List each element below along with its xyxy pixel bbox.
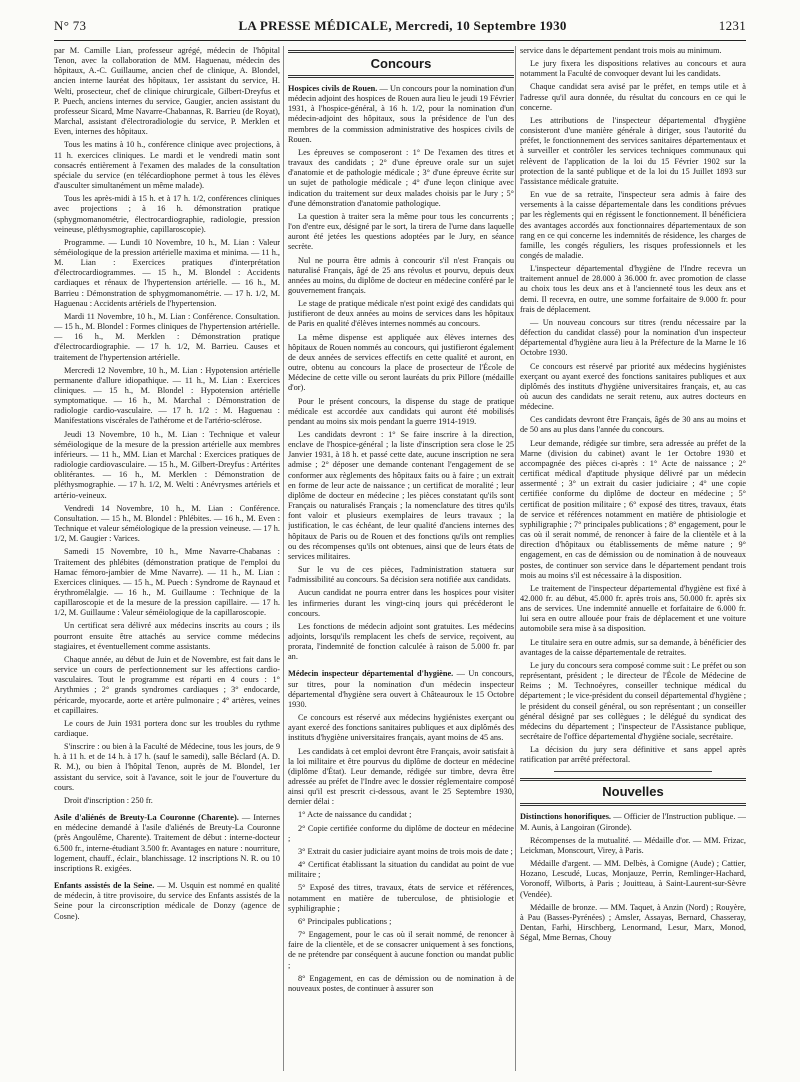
paragraph: Mercredi 12 Novembre, 10 h., M. Lian : Hypotension artérielle permanente d'allure idiopathique. — 11 h., M. Lian : Exercices cliniques. — 15 h., M. Blondel : Hypotension artérielle symptomatique. — 16 h., M. Marchal : Démonstration de radiologie cardio-vasculaire. — 17 h. 1/2 : M. Haguenau : Manifestations viscérales de l'athérome et de l'artério-sclérose. [54,365,280,426]
paragraph: La même dispense est appliquée aux élèves internes des hôpitaux de Rouen nommés au concours, qui justifieront également de deux années de services effectifs en cette qualité et auront, en outre, obtenu au concours la place de prosecteur de l'École de Médecine de cette ville ou seront lauréats du prix Pillore (médaille d'or). [288,332,514,393]
column-3 [520,46,746,1071]
paragraph: Les candidats à cet emploi devront être Français, avoir satisfait à la loi militaire et être pourvus du diplôme de docteur en médecine (diplôme d'État). Leur demande, rédigée sur timbre, devra être adressée au préfet de l'Indre avec le dossier réglementaire composé ainsi qu'il est prescrit ci-dessous, avant le 25 Septembre 1930, dernier délai : [288,746,514,807]
paragraph: Chaque candidat sera avisé par le préfet, en temps utile et à l'adresse qu'il aura donnée, du résultat du concours en ce qui le concerne. [520,82,746,112]
paragraph: Les candidats devront : 1° Se faire inscrire à la direction, enclave de l'hospice-général ; la liste d'inscription sera close le 25 Janvier 1931, à 18 h. et passé cette date, aucune inscription ne sera admise ; 2° déposer une demande contenant l'engagement de se conformer aux règlements des hôpitaux faits ou à faire ; un extrait en forme de leur acte de naissance ; un certificat de moralité ; leur diplôme de docteur en médecine ; les pièces constatant qu'ils sont Français ou naturalisés Français ; la nomenclature des titres qu'ils font valoir et plusieurs exemplaires de leurs travaux ; la justification, le cas échéant, de leur qualité d'anciens internes des hôpitaux de Paris ou de Rouen et des fonctions qu'ils ont remplies ou des récompenses qu'ils ont obtenues, ainsi que de leurs états de services militaires. [288,430,514,561]
paragraph: 1° Acte de naissance du candidat ; [298,810,412,820]
column-divider [283,46,284,1071]
paragraph: Les attributions de l'inspecteur départemental d'hygiène consisteront d'une manière générale à diriger, sous l'autorité du préfet, le fonctionnement des services sanitaires départementaux et à surveiller et contrôler les services techniques communaux qui relèvent de l'application de la loi du 15 Février 1902 sur la protection de la santé publique et de la loi du 15 Juillet 1893 sur l'assistance médicale gratuite. [520,115,746,186]
paragraph: Le jury fixera les dispositions relatives au concours et aura notamment la Faculté de convoquer devant lui les candidats. [520,59,746,79]
paragraph: Tous les après-midi à 15 h. et à 17 h. 1/2, conférences cliniques avec projections ; à 16 h. démonstration pratique (sphygmomanométrie, électrocardiographie, radiologie, pression veineuse, pléthysmographie, capillaroscopie). [54,194,280,234]
paragraph: Un certificat sera délivré aux médecins inscrits au cours ; ils pourront ensuite être attachés au service comme médecins stagiaires, et éventuellement comme assistants. [54,621,280,651]
paragraph: Pour le présent concours, la dispense du stage de pratique médicale est accordée aux candidats qui auront été mobilisés pendant au moins six mois pendant la guerre 1914-1919. [288,396,514,426]
section-heading: Distinctions honorifiques. [520,812,612,822]
paragraph: La question à traiter sera la même pour tous les concurrents ; l'on d'entre eux, désigné par le sort, la tirera de l'urne dans laquelle auront été jetées les questions adoptées par le Jury, en séance secrète. [288,211,514,252]
column-divider [515,46,516,1071]
paragraph: Ce concours est réservé aux médecins hygiénistes exerçant ou ayant exercé des fonctions sanitaires publiques et aux diplômés des instituts d'hygiène universitaires français, ayant moins de 45 ans. [288,713,514,743]
paragraph: Tous les matins à 10 h., conférence clinique avec projections, à 11 h. exercices cliniques. Le mardi et le vendredi matin sont consacrés entièrement à l'examen des malades de la consultation spéciale du service (en télécardiophone permet à tous les élèves d'ausculter simultanément un même malade). [54,140,280,191]
paragraph: par M. Camille Lian, professeur agrégé, médecin de l'hôpital Tenon, avec la collaboration de MM. Haguenau, médecin des hôpitaux, A.-C. Guillaume, ancien chef de clinique, A. Blondel, ancien interne lauréat des hôpitaux, 1er assistant du service, H. Welti, prosecteur, chef de clinique chirurgicale, Gilbert-Dreyfus et P. Puech, anciens internes du service, Gaugier, ancien assistant du professeur Sicard, Mme Navarre-Chabannas, R. Barrieu (de Royat), Marchal, assistant d'électroradiologie du service, P. Merklen et Even, internes des hôpitaux. [54,46,280,137]
section-paragraph [54,813,280,874]
paragraph: Sur le vu de ces pièces, l'administration statuera sur l'admissibilité au concours. Sa décision sera notifiée aux candidats. [288,565,514,585]
paragraph: Le cours de Juin 1931 portera donc sur les troubles du rythme cardiaque. [54,718,280,738]
section-heading: Enfants assistés de la Seine. [54,881,155,891]
paragraph: 5° Exposé des titres, travaux, états de service et références, notamment en matière de tuberculose, de phtisiologie et syphiligraphie ; [288,883,514,913]
paragraph: Récompenses de la mutualité. — Médaille d'or. — MM. Frizac, Leickman, Monscourt, Virey, à Paris. [520,835,746,855]
paragraph: La décision du jury sera définitive et sans appel après ratification par arrêté préfectoral. [520,745,746,765]
section-paragraph [288,669,514,710]
paragraph: Médaille de bronze. — MM. Taquet, à Anzin (Nord) ; Rouyère, à Pau (Basses-Pyrénées) ; Amsler, Assayas, Bernard, Chasseray, Dentan, Farhi, Hirschberg, Lenormand, Lesur, Marx, Monod, Ségal, Mme Bernas, Chouy [520,902,746,943]
paragraph: Le titulaire sera en outre admis, sur sa demande, à bénéficier des avantages de la caisse départementale de retraites. [520,637,746,657]
paragraph: service dans le département pendant trois mois au minimum. [520,46,722,55]
paragraph: Jeudi 13 Novembre, 10 h., M. Lian : Technique et valeur séméiologique de la mesure de la pression artérielle aux membres inférieurs. — 11 h., MM. Lian et Marchal : Exercices pratiques de radiologie cardiovasculaire. — 15 h., M. Gilbert-Dreyfus : Artérites oblitérantes. — 16 h., M. Merklen : Démonstration de pléthysmographie. — 17 h. 1/2, M. Welti : Anévrysmes artériels et artério-veineux. [54,429,280,500]
paragraph: 6° Principales publications ; [298,916,392,926]
paragraph: S'inscrire : ou bien à la Faculté de Médecine, tous les jours, de 9 h. à 11 h. et de 14 h. à 17 h. (sauf le samedi), salle Béclard (A. D. R. M.), ou bien à l'hôpital Tenon, auprès de M. Blondel, 1er assistant du service, soit à l'avance, soit le jour de l'ouverture du cours. [54,742,280,792]
column-1 [54,46,280,1071]
paragraph: 4° Certificat établissant la situation du candidat au point de vue militaire ; [288,860,514,880]
section-text: — M. Usquin est nommé en qualité de médecin, à titre provisoire, du service des Enfants assistés de la Seine pour la circonscription médicale de Donzy (agence de Cosne). [54,881,280,921]
section-paragraph [520,812,746,832]
paragraph: Vendredi 14 Novembre, 10 h., M. Lian : Conférence. Consultation. — 15 h., M. Blondel : Phlébites. — 16 h., M. Even : Technique et valeur séméiologique de la pression veineuse. — 17 h. 1/2, M. Gaugier : Varices. [54,503,280,544]
paragraph: Le stage de pratique médicale n'est point exigé des candidats qui justifieront de deux années au moins de services dans les hôpitaux de Paris en qualité d'élèves internes nommés au concours. [288,299,514,329]
paragraph: Le jury du concours sera composé comme suit : Le préfet ou son représentant, président ; le directeur de l'École de Médecine de Reims ; M. Technoéyres, conseiller technique médical du département ; le vice-président du conseil départemental d'hygiène ; le président du conseil général, ou son représentant ; un conseiller général désigné par ses collègues ; le délégué du syndicat des médecins du département ; l'inspecteur de l'Assistance publique, secrétaire de l'office départemental d'hygiène sociale, secrétaire. [520,660,746,741]
article-end-rule [554,771,712,772]
journal-title: LA PRESSE MÉDICALE, Mercredi, 10 Septembre 1930 [238,18,567,33]
paragraph: Ces candidats devront être Français, âgés de 30 ans au moins et de 50 ans au plus dans l'année du concours. [520,415,746,435]
section-heading: Médecin inspecteur départemental d'hygiène. [288,669,454,679]
paragraph: Samedi 15 Novembre, 10 h., Mme Navarre-Chabanas : Traitement des phlébites (démonstration pratique de l'emploi du Hamac fémoro-jambier de Mme Navarre). — 11 h., M. Lian : Exercices cliniques. — 15 h., M. Puech : Syndrome de Raynaud et érythromélalgie. — 16 h., M. Guillaume : Technique de la capillaroscopie et de la mesure de la pression capillaire. — 17 h. 1/2, M. Guillaume : Valeur séméiologique de la capillaroscopie. [54,547,280,618]
paragraph: 3° Extrait du casier judiciaire ayant moins de trois mois de date ; [298,846,513,856]
paragraph: Médaille d'argent. — MM. Delbès, à Comigne (Aude) ; Cattier, Hozano, Lescudé, Lucas, Monjauze, Perrin, Remlinger-Hachard, Voronoff, Wilborts, à Paris ; Jouitteau, à Saint-Laurent-sur-Sèvre (Vendée). [520,859,746,899]
paragraph: Mardi 11 Novembre, 10 h., M. Lian : Conférence. Consultation. — 15 h., M. Blondel : Formes cliniques de l'hypertension artérielle. — 16 h., M. Merklen : Démonstration pratique d'électrocardiographie. — 17 h. 1/2, M. Barrieu. Causes et traitement de l'hypertension artérielle. [54,311,280,362]
paragraph: En vue de sa retraite, l'inspecteur sera admis à faire des versements à la caisse départementale dans les conditions prévues par les règlements qui en régissent le fonctionnement. Il bénéficiera des avantages accordés aux fonctionnaires départementaux de son rang en ce qui concerne les indemnités de résidence, les charges de famille, les congés réguliers, les risques professionnels et les congés de maladie. [520,190,746,260]
paragraph: Nul ne pourra être admis à concourir s'il n'est Français ou naturalisé Français, âgé de 25 ans révolus et pourvu, depuis deux années au moins, du diplôme de docteur en médecine conféré par le gouvernement français. [288,255,514,295]
paragraph: 7° Engagement, pour le cas où il serait nommé, de renoncer à faire de la clientèle, et de se consacrer uniquement à ses fonctions, de ne prétendre par conséquent à aucune fonction ou mandat public ; [288,930,514,970]
column-2 [288,46,514,1071]
paragraph: Droit d'inscription : 250 fr. [64,795,153,805]
section-title-nouvelles: Nouvelles [520,778,746,806]
section-text: — Internes en médecine demandé à l'asile d'aliénés de Breuty-La Couronne (près Angoulême, Charente). Traitement de début : interne-docteur 6.500 fr., interne-étudiant 3.500 fr. Avantages en nature : nourriture, logement, chauff., éclair., blanchissage. 12 inscriptions N. R. ou 10 inscriptions R. exigées. [54,813,280,873]
page-header [54,18,746,38]
paragraph: Programme. — Lundi 10 Novembre, 10 h., M. Lian : Valeur séméiologique de la pression artérielle maxima et minima. — 11 h., M. Lian : Exercices pratiques d'interprétation d'électrocardiogrammes. — 15 h., M. Blondel : Accidents cardiaques et rénaux de l'hypertension artérielle. — 16 h., M. Barrieu : Démonstration de sphygmomanométrie. — 17 h. 1/2, M. Haguenau : Accidents artériels de l'hypertension. [54,237,280,308]
section-text: — Officier de l'Instruction publique. — M. Aunis, à Langoiran (Gironde). [520,812,746,832]
section-paragraph [288,84,514,145]
section-paragraph [54,881,280,922]
section-heading: Hospices civils de Rouen. [288,84,378,93]
paragraph: Leur demande, rédigée sur timbre, sera adressée au préfet de la Marne (division du cabinet) avant le 1er Octobre 1930 et accompagnée des pièces ci-après : 1° Acte de naissance ; 2° certificat médical d'aptitude physique délivré par un médecin assermenté ; 3° un extrait du casier judiciaire ; 4° une copie certifiée conforme du diplôme de docteur en médecine ; 5° certificat de position militaire ; 6° exposé des titres, travaux, états de service et références notamment en matière de phtisiologie et syphiligraphie ; 7° principales publications ; 8° engagement, pour le cas où il serait nommé, de renoncer à faire de la clientèle et à la direction d'hôpitaux ou établissements de même nature ; 9° engagement, en cas de démission ou de nomination à de nouveaux postes, de continuer son service dans le département pendant trois mois au moins s'il est nécessaire à la disposition. [520,438,746,580]
header-rule [54,40,746,41]
paragraph: Ce concours est réservé par priorité aux médecins hygiénistes exerçant ou ayant exercé des fonctions sanitaires publiques et aux diplômés des instituts d'hygiène universitaires français, et, au cas où aucun des candidats ne serait retenu, aux autres docteurs en médecine. [520,361,746,412]
section-title-concours: Concours [288,50,514,78]
paragraph: L'inspecteur départemental d'hygiène de l'Indre recevra un traitement annuel de 28.000 à 36.000 fr. avec promotion de classe au choix tous les deux ans et à l'ancienneté tous les deux ans et demi. Il recevra, en outre, une somme forfaitaire de 9.000 fr. pour frais de déplacement. [520,264,746,314]
paragraph: Les fonctions de médecin adjoint sont gratuites. Les médecins adjoints, lorsqu'ils remplacent les chefs de service, reçoivent, au prorata, l'indemnité de fonction calculée à raison de 5.000 fr. par an. [288,621,514,662]
section-text: — Un concours, sur titres, pour la nomination d'un médecin inspecteur départemental d'hygiène sera ouvert à Châteauroux le 15 Octobre 1930. [288,669,514,709]
paragraph: Le traitement de l'inspecteur départemental d'hygiène est fixé à 42.000 fr. au début, 45.000 fr. après trois ans, 50.000 fr. après six ans de services. Une indemnité annuelle et forfaitaire de 6.000 fr. lui sera en outre allouée pour frais de déplacement et une voiture automobile sera mise à sa disposition. [520,583,746,634]
paragraph: 8° Engagement, en cas de démission ou de nomination à de nouveaux postes, de continuer à assurer son [288,973,514,993]
paragraph: — Un nouveau concours sur titres (rendu nécessaire par la défection du candidat classé) pour la nomination d'un inspecteur départemental d'hygiène aura lieu à la Préfecture de la Marne le 16 Octobre 1930. [520,317,746,358]
paragraph: Aucun candidat ne pourra entrer dans les hospices pour visiter les infirmeries durant les vingt-cinq jours qui précéderont le concours. [288,588,514,618]
paragraph: 2° Copie certifiée conforme du diplôme de docteur en médecine ; [288,823,514,843]
paragraph: Chaque année, au début de Juin et de Novembre, est fait dans le service un cours de perfectionnement sur les affections cardio-vasculaires. Tout le programme est réparti en 4 cours : 1° Arythmies ; 2° grands syndromes cardiaques ; 3° endocarde, péricarde, myocarde, aorte et artère pulmonaire ; 4° artères, veines et capillaires. [54,654,280,715]
folio: 1231 [718,18,746,33]
paragraph: Les épreuves se composeront : 1° De l'examen des titres et travaux des candidats ; 2° d'une épreuve orale sur un sujet d'anatomie et de pathologie médicale ; 3° d'une épreuve écrite sur un sujet de pathologie médicale ; 4° d'une leçon clinique avec indication du traitement sur deux malades choisis par le Jury ; 5° d'une démonstration d'anatomie pathologique. [288,147,514,208]
page-number: N° 73 [54,18,87,33]
section-text: — Un concours pour la nomination d'un médecin adjoint des hospices de Rouen aura lieu le jeudi 19 Février 1931, à l'hospice-général, à 16 h. 1/2, pour la nomination d'un médecin-adjoint des hôpitaux, sous la présidence de l'un des membres de la commission administrative des hospices civils de Rouen. [288,84,514,144]
section-heading: Asile d'aliénés de Breuty-La Couronne (Charente). [54,813,239,823]
